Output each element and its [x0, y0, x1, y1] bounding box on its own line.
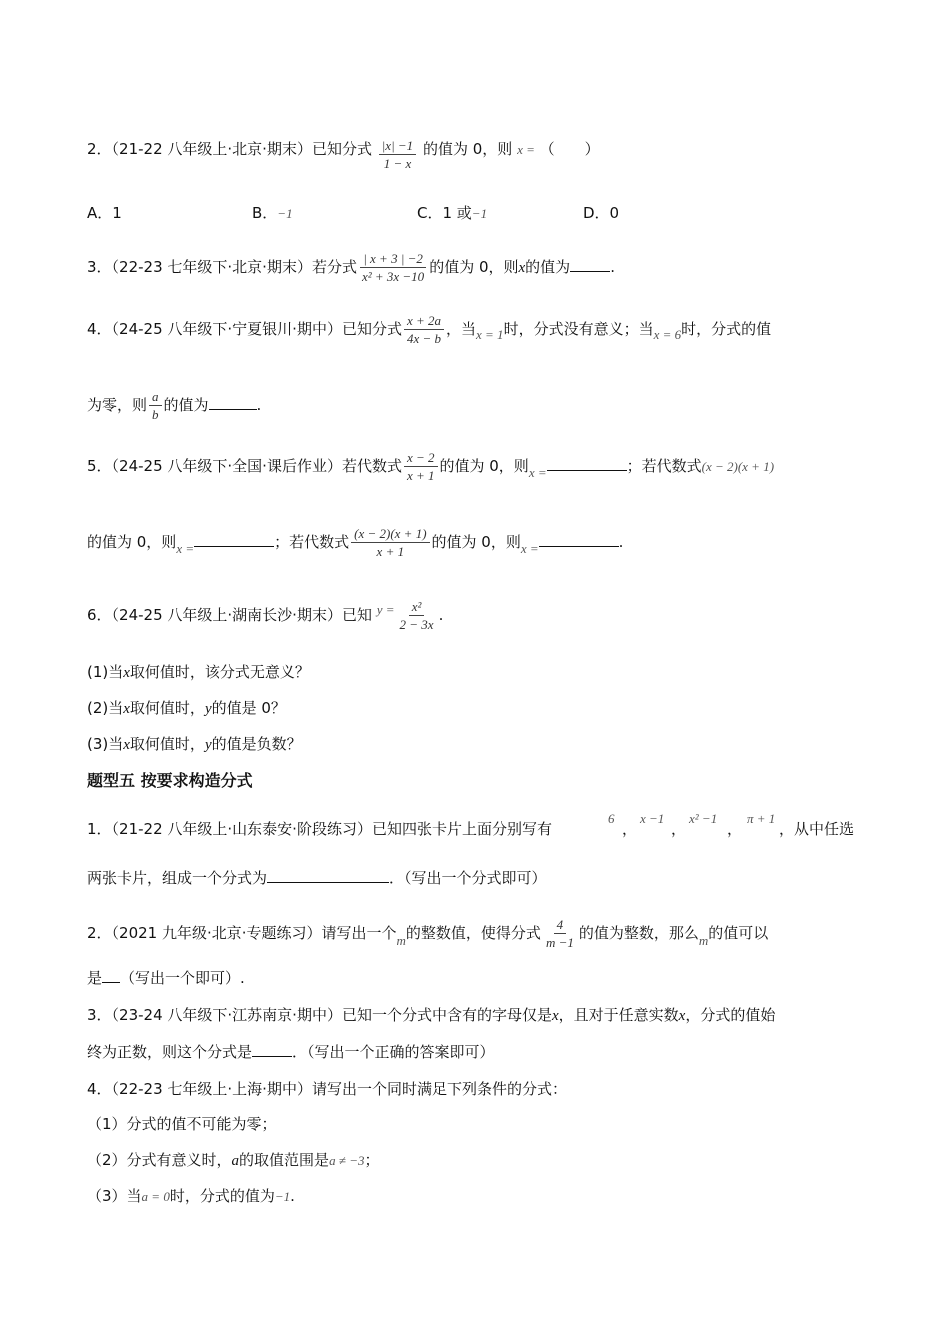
condition-text: 的取值范围是: [239, 1151, 330, 1169]
fraction-denominator: x² + 3x −10: [361, 269, 425, 284]
section-question-2: [87, 917, 870, 952]
question-text: ；若代数式: [274, 533, 350, 551]
question-number: 3．: [87, 1006, 112, 1024]
answer-blank[interactable]: [209, 395, 257, 410]
question-6-part-3: [87, 733, 870, 756]
section-question-3: [87, 1004, 870, 1027]
question-text: ，从中任选: [779, 820, 855, 838]
condition-text: 时，分式的值为: [169, 1187, 275, 1205]
answer-blank[interactable]: [252, 1042, 292, 1057]
question-number: 4．: [87, 1080, 112, 1098]
fraction-denominator: x + 1: [376, 544, 405, 559]
option-b: [252, 202, 293, 225]
question-5: [87, 450, 870, 484]
question-text: 的整数值，使得分式: [405, 924, 541, 942]
option-d: D．0: [583, 204, 620, 222]
fraction-numerator: 4: [554, 917, 567, 934]
question-4-line-2: [87, 389, 870, 422]
question-text: ，且对于任意实数: [558, 1006, 679, 1024]
question-number: 4．: [87, 320, 112, 338]
math-expression: x = 6: [653, 327, 682, 342]
question-number: 2．: [87, 140, 112, 158]
option-c: [417, 202, 487, 225]
question-2: [87, 138, 870, 171]
question-text: （24-25 八年级下·宁夏银川·期中）已知分式: [111, 320, 402, 338]
fraction-numerator: x − 2: [404, 450, 438, 467]
fraction-denominator: b: [152, 407, 159, 422]
option-a: A．1: [87, 204, 122, 222]
variable: x: [123, 665, 130, 681]
question-text: 的值为 0，则: [87, 533, 177, 551]
condition-text: ；: [364, 1151, 380, 1169]
fraction-numerator: x²: [409, 599, 425, 616]
sub-question-text: 取何值时，: [129, 735, 205, 753]
sub-question-text: 取何值时，该分式无意义？: [129, 663, 310, 681]
math-expression: (x − 2)(x + 1): [701, 459, 775, 474]
fraction-numerator: (x − 2)(x + 1): [351, 526, 429, 543]
question-text: （24-25 八年级下·全国·课后作业）若代数式: [111, 457, 402, 475]
question-number: 2．: [87, 924, 112, 942]
answer-blank[interactable]: [547, 456, 627, 471]
condition-text: （3）当: [87, 1187, 142, 1205]
math-expression: x =: [520, 541, 539, 556]
question-6: [87, 599, 870, 632]
answer-blank[interactable]: [570, 257, 610, 272]
card-3: x² −1: [689, 811, 718, 826]
card-1: 6: [608, 811, 615, 826]
fraction: [379, 138, 416, 171]
variable: x: [123, 737, 130, 753]
section-question-1: 1．（21-22 八年级上·山东泰安·阶段练习）已知四张卡片上面分别写有 6 ， x −1 ， x² −1 ， π + 1 ，从中任选: [87, 818, 870, 840]
option-c-value: −1: [471, 206, 488, 221]
question-text: 两张卡片，组成一个分式为: [87, 869, 268, 887]
question-text: ，当: [446, 320, 477, 338]
fraction-denominator: 2 − 3x: [399, 617, 434, 632]
question-text: （写出一个即可）.: [120, 969, 245, 987]
question-6-part-1: [87, 661, 870, 684]
question-text: 为零，则: [87, 396, 148, 414]
answer-blank[interactable]: [267, 868, 389, 883]
fraction-numerator: x + 2a: [404, 313, 444, 330]
card-4: π + 1: [747, 811, 776, 826]
math-expression: x =: [176, 541, 195, 556]
option-b-value: −1: [277, 206, 293, 221]
math-expression: x =: [517, 142, 535, 157]
question-text: 的值为: [525, 258, 571, 276]
section-question-2-line-2: [87, 967, 870, 989]
question-text: 是: [87, 969, 103, 987]
period: .: [256, 396, 262, 414]
question-text: （22-23 七年级下·北京·期末）若分式: [111, 258, 357, 276]
question-text: 的值可以: [708, 924, 769, 942]
answer-paren: （ ）: [539, 140, 600, 158]
question-text: ，分式的值始: [685, 1006, 776, 1024]
variable: y: [204, 737, 212, 753]
math-expression: −1: [274, 1189, 291, 1204]
section-question-1-line-2: [87, 867, 870, 889]
math-expression: m: [698, 933, 709, 948]
fraction: [359, 251, 427, 284]
condition-1: [87, 1113, 870, 1135]
option-c-label: C．1 或: [417, 204, 472, 222]
fraction: [149, 389, 162, 422]
answer-blank[interactable]: [194, 532, 274, 547]
fraction-numerator: |x| −1: [379, 138, 416, 155]
fraction-denominator: m −1: [545, 935, 574, 950]
question-number: 6．: [87, 606, 112, 624]
sub-question-text: 的值是 0？: [211, 699, 286, 717]
fraction: [543, 917, 577, 950]
question-number: 3．: [87, 258, 112, 276]
question-text: （21-22 八年级上·北京·期末）已知分式: [111, 140, 372, 158]
math-expression: a = 0: [141, 1189, 170, 1204]
variable: x: [123, 701, 130, 717]
sub-question-text: 取何值时，: [129, 699, 205, 717]
option-b-label: B．: [252, 204, 278, 222]
question-text: ；若代数式: [626, 457, 702, 475]
section-heading: 题型五 按要求构造分式: [87, 771, 253, 790]
period: .: [610, 258, 615, 276]
fraction-numerator: a: [149, 389, 162, 406]
fraction: [404, 450, 438, 483]
question-6-part-2: [87, 697, 870, 720]
question-number: 5．: [87, 457, 112, 475]
math-expression: m: [396, 933, 406, 948]
sub-question-text: 的值是负数？: [211, 735, 302, 753]
question-text: （21-22 八年级上·山东泰安·阶段练习）已知四张卡片上面分别写有: [111, 820, 552, 838]
answer-blank[interactable]: [539, 532, 619, 547]
sub-question-label: (1)当: [87, 663, 124, 681]
question-text: ．（写出一个分式即可）: [389, 869, 547, 887]
question-4: [87, 313, 870, 346]
variable: a: [231, 1153, 240, 1169]
variable: x: [551, 1008, 559, 1024]
question-text: 的值为 0，则: [429, 258, 519, 276]
condition-text: （2）分式有意义时，: [87, 1151, 232, 1169]
math-expression: a ≠ −3: [329, 1153, 365, 1168]
condition-text: （1）分式的值不可能为零；: [87, 1115, 277, 1133]
fraction-denominator: 1 − x: [383, 156, 412, 171]
question-text: 的值为: [163, 396, 209, 414]
question-text: 的值为 0，则: [422, 140, 513, 158]
question-number: 1．: [87, 820, 112, 838]
fraction-denominator: x + 1: [406, 468, 435, 483]
fraction-denominator: 4x − b: [406, 331, 441, 346]
section-question-4: [87, 1078, 870, 1100]
fraction-numerator: | x + 3 | −2: [360, 251, 426, 268]
fraction: [397, 599, 437, 632]
variable: y: [204, 701, 212, 717]
condition-2: [87, 1149, 870, 1172]
answer-blank[interactable]: [102, 968, 120, 983]
fraction: [351, 526, 429, 559]
fraction: [404, 313, 444, 346]
question-text: 时，分式没有意义；当: [503, 320, 654, 338]
card-2: x −1: [640, 811, 665, 826]
math-expression: x = 1: [476, 327, 504, 342]
question-text: （23-24 八年级下·江苏南京·期中）已知一个分式中含有的字母仅是: [111, 1006, 552, 1024]
period: .: [618, 533, 624, 551]
question-text: （24-25 八年级上·湖南长沙·期末）已知: [111, 606, 372, 624]
question-text: 的值为 0，则: [431, 533, 521, 551]
math-expression: x =: [528, 465, 547, 480]
math-expression: y =: [376, 602, 395, 617]
condition-3: [87, 1185, 870, 1208]
question-5-line-2: [87, 526, 870, 560]
question-text: 的值为 0，则: [439, 457, 529, 475]
question-text: 的值为整数，那么: [578, 924, 699, 942]
sub-question-label: (3)当: [87, 735, 124, 753]
condition-text: .: [290, 1187, 295, 1205]
question-text: 终为正数，则这个分式是: [87, 1043, 253, 1061]
period: .: [438, 606, 444, 624]
question-3: [87, 251, 870, 284]
section-question-3-line-2: [87, 1041, 870, 1063]
question-text: 时，分式的值: [681, 320, 772, 338]
sub-question-label: (2)当: [87, 699, 124, 717]
question-text: （2021 九年级·北京·专题练习）请写出一个: [111, 924, 397, 942]
question-text: （22-23 七年级上·上海·期中）请写出一个同时满足下列条件的分式：: [111, 1080, 567, 1098]
variable: x: [518, 260, 526, 276]
variable: x: [678, 1008, 686, 1024]
question-text: ．（写出一个正确的答案即可）: [292, 1043, 495, 1061]
